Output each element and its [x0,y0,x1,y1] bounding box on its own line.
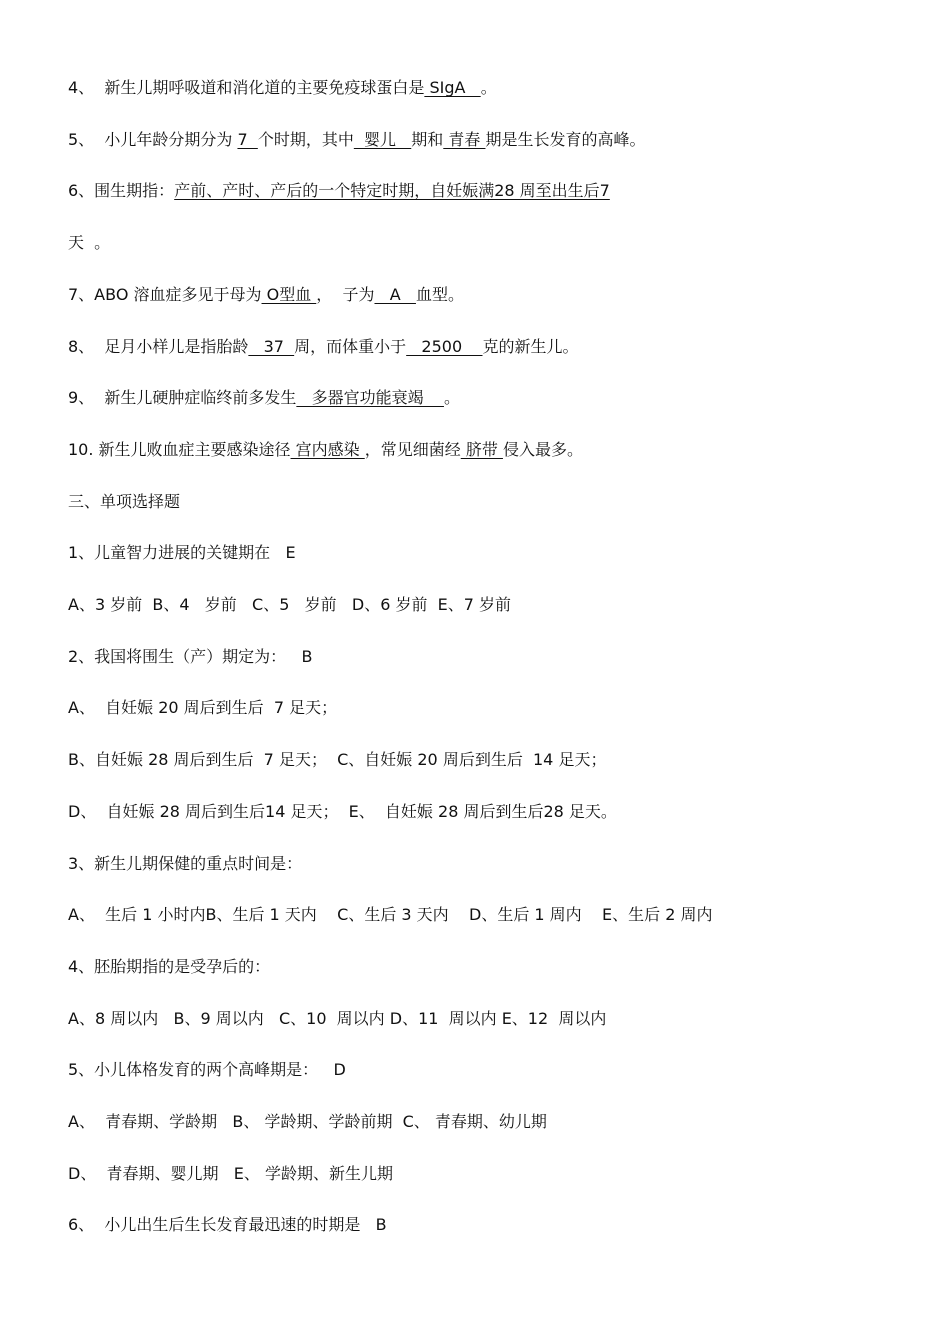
text-line [68,490,180,514]
text-line [68,231,110,255]
text-line [68,541,296,565]
text-segment: 2、我国将围生（产）期定为： B [68,646,313,666]
underlined-answer: 脐带 [460,439,503,459]
text-line [68,1162,393,1186]
text-segment: 6、 小儿出生后生长发育最迅速的时期是 B [68,1215,387,1235]
text-segment: 侵入最多。 [502,439,583,459]
text-line [68,1007,606,1031]
text-line [68,645,312,669]
text-segment: 4、胚胎期指的是受孕后的： [68,956,271,976]
text-line [68,438,583,462]
underlined-answer: 产前、产时、产后的一个特定时期，自妊娠满28 周至出生后7 [174,181,610,201]
text-segment: 血型。 [415,284,464,304]
text-line [68,800,617,824]
text-segment: 1、儿童智力进展的关键期在 E [68,543,296,563]
text-line [68,696,337,720]
text-segment: D、 青春期、婴儿期 E、 学龄期、新生儿期 [68,1163,393,1183]
text-segment: A、3 岁前 B、4 岁前 C、5 岁前 D、6 岁前 E、7 岁前 [68,595,512,614]
text-segment: D、 自妊娠 28 周后到生后14 足天； E、 自妊娠 28 周后到生后28 足天。 [68,801,617,821]
text-segment: 5、小儿体格发育的两个高峰期是： D [68,1060,346,1080]
text-line [68,1110,547,1134]
underlined-answer: SIgA [424,78,481,97]
text-line [68,1213,387,1237]
text-line [68,179,610,203]
text-line [68,852,302,876]
text-line [68,386,460,410]
text-line [68,283,464,307]
text-segment: A、8 周以内 B、9 周以内 C、10 周以内 D、11 周以内 E、12 周以内 [68,1008,607,1028]
underlined-answer: 婴儿 [353,129,412,149]
text-line [68,1058,346,1082]
text-segment: 。 [443,388,460,408]
underlined-answer: 2500 [406,336,483,356]
text-segment: 克的新生儿。 [482,336,579,356]
text-segment: 7、ABO 溶血症多见于母为 [68,284,262,304]
underlined-answer: 宫内感染 [290,439,365,459]
text-segment: 期是生长发育的高峰。 [485,129,646,149]
text-segment: ，常见细菌经 [364,439,461,459]
text-line [68,955,270,979]
text-segment: 10. 新生儿败血症主要感染途径 [68,439,291,459]
text-segment: 周，而体重小于 [294,336,407,356]
underlined-answer: O型血 [261,284,317,304]
text-line [68,128,645,152]
text-segment: 个时期，其中 [257,129,354,149]
underlined-answer: A [374,284,416,304]
underlined-answer: 青春 [443,129,486,149]
text-segment: 9、 新生儿硬肿症临终前多发生 [68,388,297,408]
text-segment: 期和 [411,129,444,149]
underlined-answer: 多器官功能衰竭 [296,388,444,408]
underlined-answer: 7 [237,129,258,149]
text-segment: 5、 小儿年龄分期分为 [68,129,238,149]
text-segment: 。 [480,78,497,97]
text-segment: A、 生后 1 小时内B、生后 1 天内 C、生后 3 天内 D、生后 1 周内 E、生后 2 周内 [68,905,713,925]
text-segment: ， 子为 [316,284,375,304]
text-segment: 6、围生期指： [68,181,175,201]
text-line [68,903,713,927]
text-segment: A、 自妊娠 20 周后到生后 7 足天； [68,698,338,718]
text-segment: 4、 新生儿期呼吸道和消化道的主要免疫球蛋白是 [68,78,425,97]
text-line [68,593,511,617]
text-line [68,748,606,772]
text-segment: B、自妊娠 28 周后到生后 7 足天； C、自妊娠 20 周后到生后 14 足天； [68,750,607,770]
text-segment: 天 。 [68,233,111,253]
text-segment: A、 青春期、学龄期 B、 学龄期、学龄前期 C、 青春期、幼儿期 [68,1112,547,1131]
text-segment: 8、 足月小样儿是指胎龄 [68,336,249,356]
text-segment: 三、单项选择题 [68,491,181,511]
underlined-answer: 37 [248,336,295,356]
text-line [68,76,497,100]
text-line [68,335,579,359]
text-segment: 3、新生儿期保健的重点时间是： [68,853,303,873]
